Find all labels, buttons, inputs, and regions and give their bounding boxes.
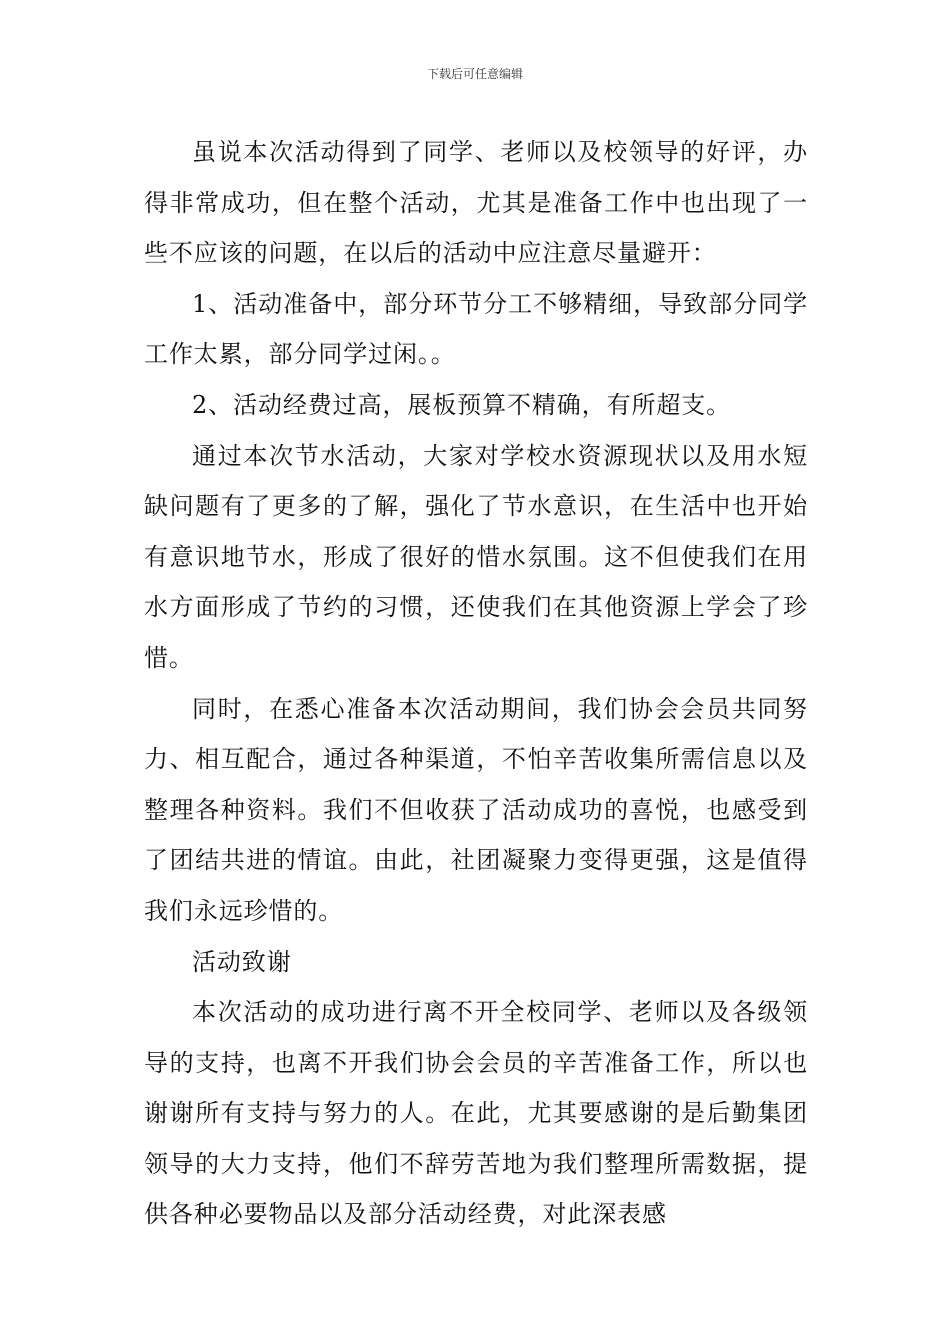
paragraph-issue-1: 1、活动准备中，部分环节分工不够精细，导致部分同学工作太累，部分同学过闲。。: [144, 289, 808, 369]
document-body: [144, 127, 808, 1240]
page-header: 下载后可任意编辑: [426, 67, 523, 81]
paragraph-water-saving: 通过本次节水活动，大家对学校水资源现状以及用水短缺问题有了更多的了解，强化了节水意识，在生活中也开始有意识地节水，形成了很好的惜水氛围。这不但使我们在用水方面形成了节约的习惯，还使我们在其他资源上学会了珍惜。: [144, 441, 808, 672]
paragraph-issue-2: 2、活动经费过高，展板预算不精确，有所超支。: [192, 390, 732, 419]
section-heading-thanks: 活动致谢: [192, 947, 292, 976]
paragraph-evaluation: 虽说本次活动得到了同学、老师以及校领导的好评，办得非常成功，但在整个活动，尤其是准备工作中也出现了一些不应该的问题，在以后的活动中应注意尽量避开：: [144, 138, 808, 268]
paragraph-thanks: 本次活动的成功进行离不开全校同学、老师以及各级领导的支持，也离不开我们协会会员的辛苦准备工作，所以也谢谢所有支持与努力的人。在此，尤其要感谢的是后勤集团领导的大力支持，他们不辞劳苦地为我们整理所需数据，提供各种必要物品以及部分活动经费，对此深表感: [144, 998, 808, 1229]
paragraph-teamwork: 同时，在悉心准备本次活动期间，我们协会会员共同努力、相互配合，通过各种渠道，不怕辛苦收集所需信息以及整理各种资料。我们不但收获了活动成功的喜悦，也感受到了团结共进的情谊。由此，社团凝聚力变得更强，这是值得我们永远珍惜的。: [144, 694, 808, 925]
